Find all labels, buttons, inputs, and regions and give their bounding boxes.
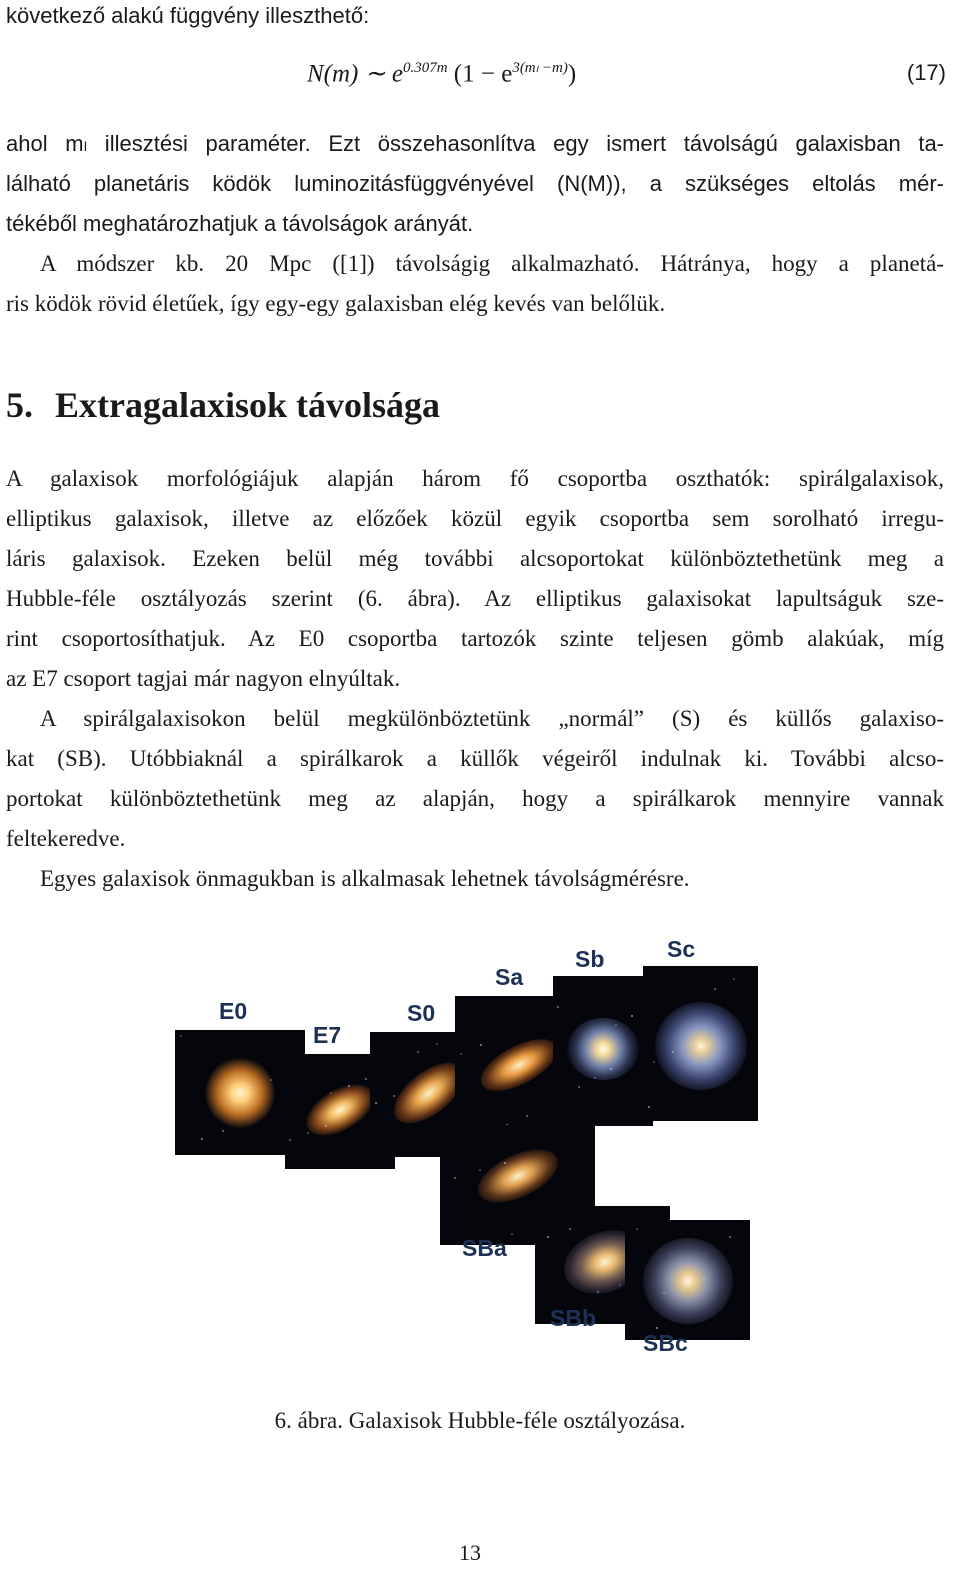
equation-formula: [307, 58, 576, 88]
para1-line-1: ahol mₗ illesztési paraméter. Ezt összehasonlítva egy ismert távolságú galaxisban ta-: [6, 131, 944, 156]
para1-line-3: tékéből meghatározhatjuk a távolságok arányát.: [6, 211, 474, 236]
label-sa: Sa: [495, 964, 524, 990]
background-star: [594, 1077, 596, 1079]
para3-line-6: az E7 csoport tagjai már nagyon elnyúltak.: [6, 666, 401, 691]
background-star: [504, 1162, 506, 1164]
section-title: Extragalaxisok távolsága: [55, 385, 441, 425]
para3-line-4: Hubble-féle osztályozás szerint (6. ábra). Az elliptikus galaxisokat lapultságuk sze-: [6, 586, 944, 611]
equation-number: (17): [906, 60, 946, 85]
background-star: [569, 1228, 571, 1230]
para1-line-2: lálható planetáris ködök luminozitásfüggvényével (N(M)), a szükséges eltolás mér-: [6, 171, 944, 196]
background-star: [365, 1078, 367, 1080]
background-star: [180, 1035, 182, 1037]
equation-middle: (1 − e: [453, 60, 513, 88]
para3-line-1: A galaxisok morfológiájuk alapján három fő csoportba oszthatók: spirálgalaxisok,: [6, 466, 944, 491]
para3-line-5: rint csoportosíthatjuk. Az E0 csoportba tartozók szinte teljesen gömb alakúak, míg: [6, 626, 944, 651]
background-star: [480, 1044, 482, 1046]
equation-close: ): [567, 60, 577, 88]
background-star: [454, 1177, 456, 1179]
galaxy-sc-image: [643, 966, 758, 1121]
equation-lhs: N(m) ∼ e: [307, 60, 403, 88]
background-star: [393, 1095, 395, 1097]
para4-line-3: portokat különböztethetünk meg az alapján, hogy a spirálkarok mennyire vannak: [6, 786, 944, 811]
background-star: [615, 1024, 617, 1026]
background-star: [636, 1228, 638, 1230]
background-star: [526, 1115, 528, 1117]
equation-exponent-2: 3(mₗ −m): [512, 60, 568, 76]
galaxy-sb-image: [553, 976, 653, 1126]
background-star: [348, 1085, 350, 1087]
label-sbc: SBc: [643, 1330, 688, 1356]
background-star: [703, 1278, 705, 1280]
para3-line-3: láris galaxisok. Ezeken belül még további alcsoportokat különböztethetünk meg a: [6, 546, 944, 571]
section-number: 5.: [6, 385, 33, 425]
background-star: [631, 1015, 633, 1017]
label-sb: Sb: [575, 946, 605, 972]
para4-line-4: feltekeredve.: [6, 826, 126, 851]
background-star: [289, 1139, 291, 1141]
equation-17: [0, 52, 960, 102]
background-star: [201, 1138, 203, 1140]
background-star: [436, 1043, 438, 1045]
label-s0: S0: [407, 1000, 436, 1026]
background-star: [578, 1086, 580, 1088]
label-sc: Sc: [667, 936, 696, 962]
para2-line-1: A módszer kb. 20 Mpc ([1]) távolságig alkalmazható. Hátránya, hogy a planetá-: [40, 251, 944, 276]
intro-line: következő alakú függvény illeszthető:: [6, 3, 370, 28]
background-star: [307, 1132, 309, 1134]
background-star: [460, 1053, 462, 1055]
background-star: [610, 1068, 612, 1070]
label-e0: E0: [219, 998, 248, 1024]
background-star: [648, 1106, 650, 1108]
background-star: [729, 1236, 731, 1238]
background-star: [663, 1292, 665, 1294]
background-star: [417, 1051, 419, 1053]
label-sba: SBa: [462, 1235, 507, 1261]
page-number: 13: [459, 1540, 481, 1565]
label-sbb: SBb: [550, 1305, 596, 1331]
background-star: [511, 1233, 513, 1235]
background-star: [270, 1079, 272, 1081]
background-star: [619, 1284, 621, 1286]
para4-line-1: A spirálgalaxisokon belül megkülönböztetünk „normál” (S) és küllős galaxiso-: [40, 706, 944, 731]
background-star: [714, 988, 716, 990]
para5-line-1: Egyes galaxisok önmagukban is alkalmasak lehetnek távolságmérésre.: [40, 866, 690, 891]
background-star: [547, 1236, 549, 1238]
para4-line-2: kat (SB). Utóbbiaknál a spirálkarok a küllők végeiről indulnak ki. További alcso-: [6, 746, 944, 771]
background-star: [733, 978, 735, 980]
background-star: [479, 1169, 481, 1171]
background-star: [683, 1285, 685, 1287]
section-heading: [6, 384, 440, 426]
background-star: [375, 1102, 377, 1104]
equation-exponent-1: 0.307m: [402, 60, 448, 76]
galaxy-sbc-image: [625, 1220, 750, 1340]
figure-caption: 6. ábra. Galaxisok Hubble-féle osztályozása.: [274, 1408, 686, 1433]
para2-line-2: ris ködök rövid életűek, így egy-egy galaxisban elég kevés van belőlük.: [6, 291, 666, 316]
para3-line-2: elliptikus galaxisok, illetve az előzőek közül egyik csoportba sem sorolható irregu-: [6, 506, 944, 531]
background-star: [222, 1130, 224, 1132]
background-star: [653, 1061, 655, 1063]
background-star: [557, 1006, 559, 1008]
hubble-classification-figure: [175, 930, 935, 1370]
background-star: [656, 1327, 658, 1329]
label-e7: E7: [313, 1022, 342, 1048]
